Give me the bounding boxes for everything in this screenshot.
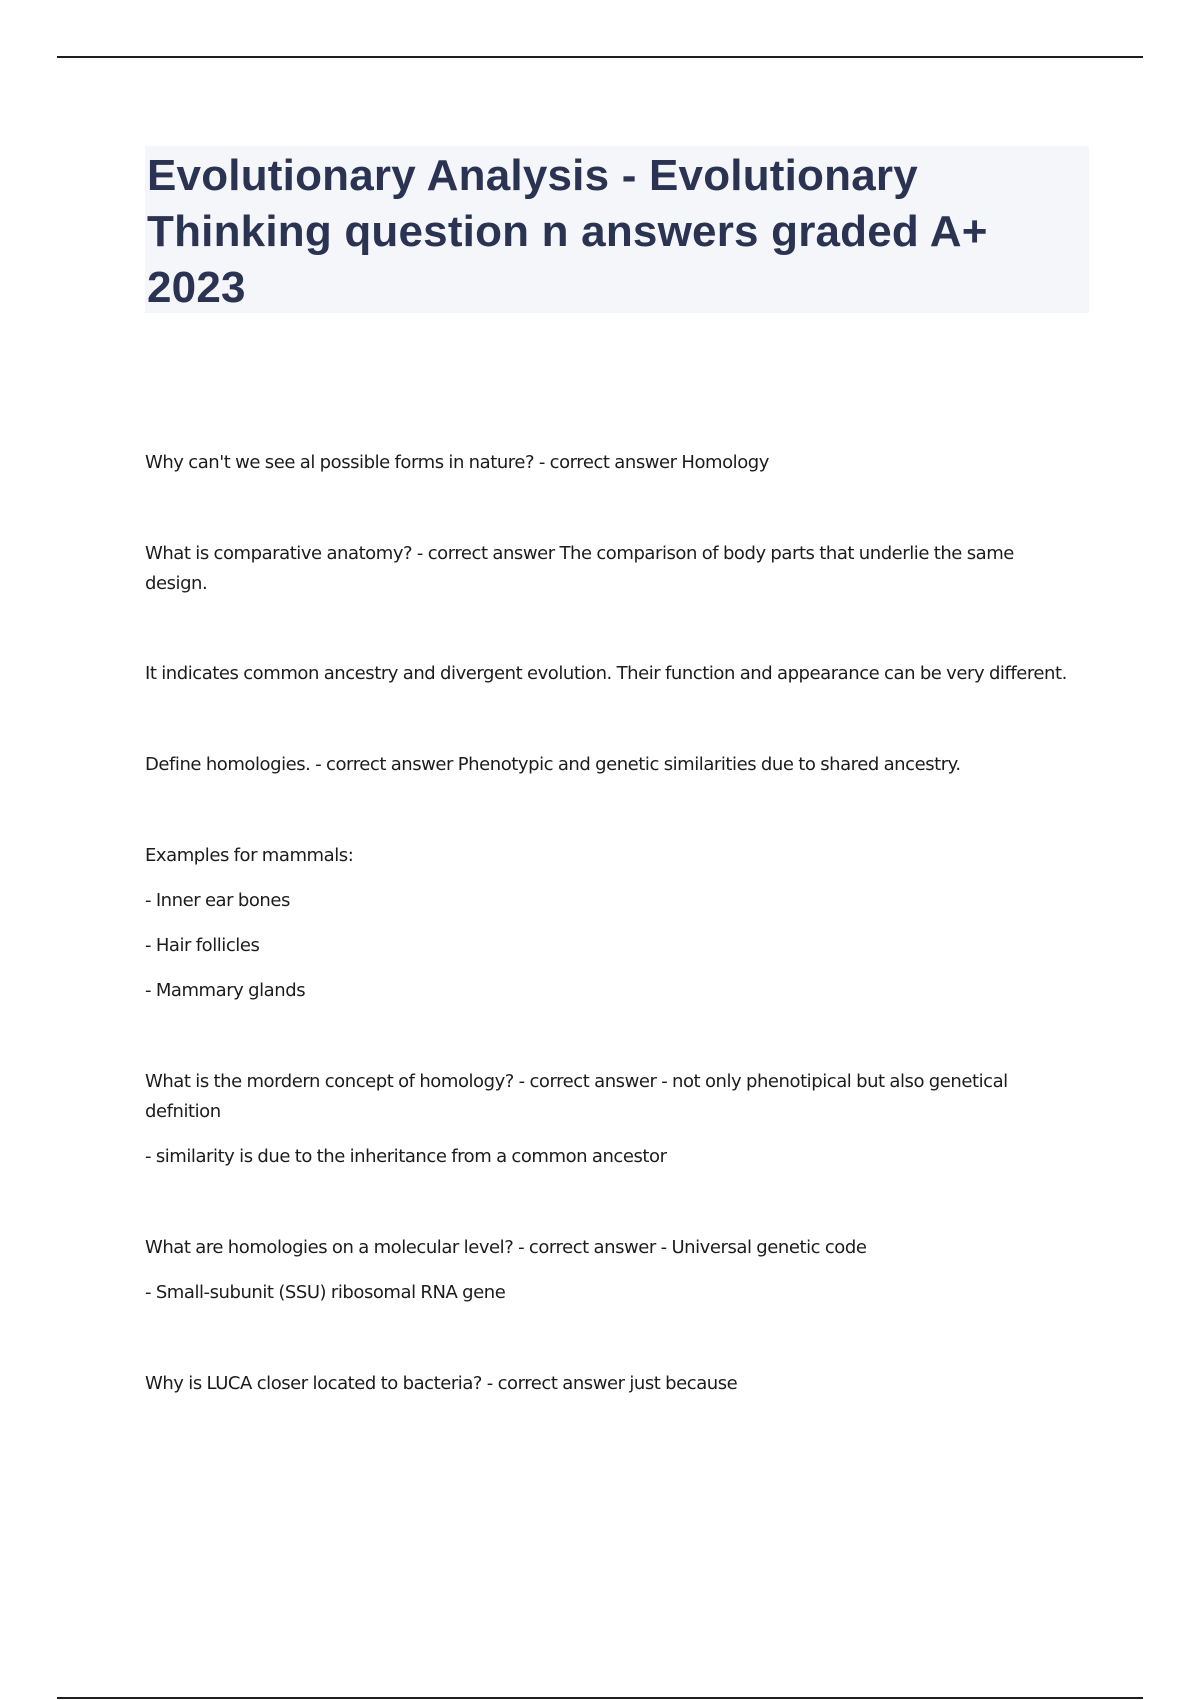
list-item: - Hair follicles [145, 935, 260, 956]
qa-define-homologies: Define homologies. - correct answer Phenotypic and genetic similarities due to shared ancestry. [145, 754, 961, 775]
list-item: - Small-subunit (SSU) ribosomal RNA gene [145, 1282, 506, 1303]
examples-heading: Examples for mammals: [145, 845, 354, 866]
document-title: Evolutionary Analysis - Evolutionary Thinking question n answers graded A+ 2023 [147, 151, 988, 312]
qa-luca-bacteria: Why is LUCA closer located to bacteria? - correct answer just because [145, 1373, 738, 1394]
document-body [145, 448, 1070, 1399]
list-item: - Inner ear bones [145, 890, 290, 911]
paragraph-common-ancestry: It indicates common ancestry and divergent evolution. Their function and appearance can be very different. [145, 663, 1067, 684]
list-item: - Mammary glands [145, 980, 306, 1001]
header-rule [57, 56, 1143, 58]
title-block [145, 146, 1089, 313]
qa-homology-forms: Why can't we see al possible forms in nature? - correct answer Homology [145, 452, 769, 473]
footer-rule [57, 1697, 1143, 1699]
qa-comparative-anatomy: What is comparative anatomy? - correct answer The comparison of body parts that underlie the same design. [145, 543, 1014, 594]
qa-molecular-homologies: What are homologies on a molecular level? - correct answer - Universal genetic code [145, 1237, 867, 1258]
list-item: - similarity is due to the inheritance from a common ancestor [145, 1146, 667, 1167]
qa-modern-homology: What is the mordern concept of homology? - correct answer - not only phenotipical but also genetical defnition [145, 1071, 1008, 1122]
